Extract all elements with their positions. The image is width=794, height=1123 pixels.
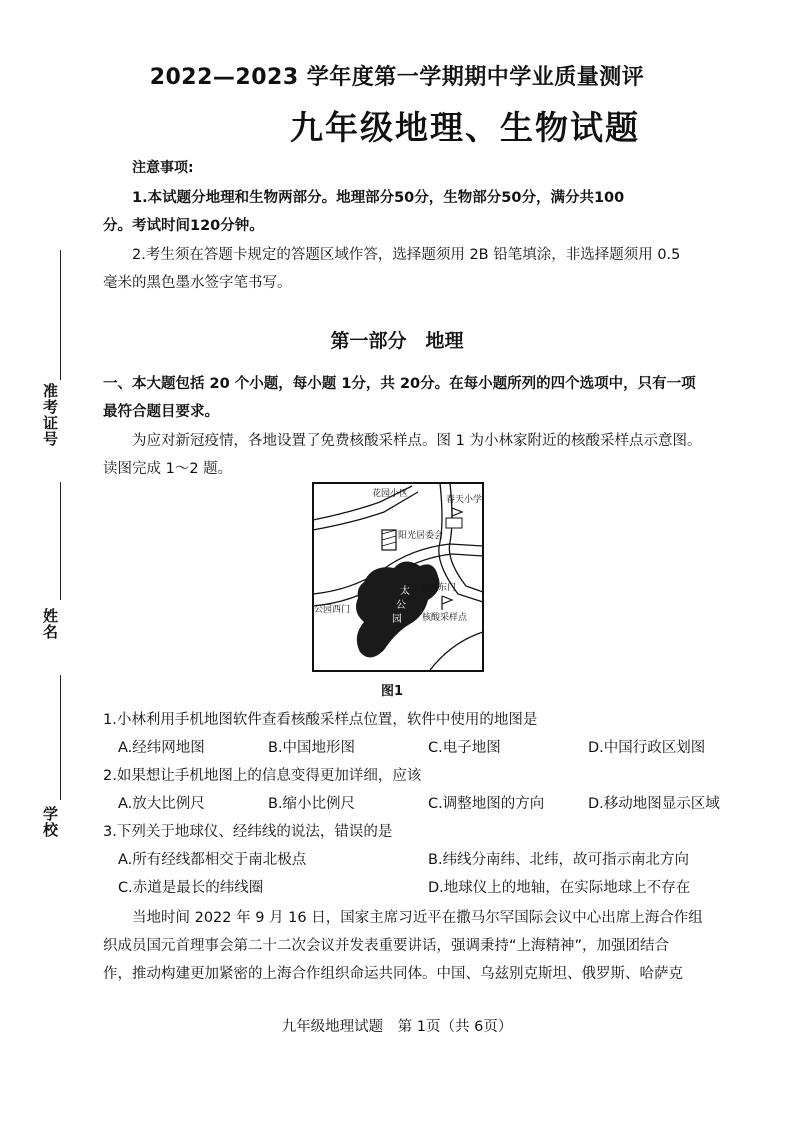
question-2-option-a: A.放大比例尺 <box>118 796 205 812</box>
map-label-park-west: 公园西门 <box>314 605 351 615</box>
binding-line-top <box>60 250 61 380</box>
binding-line-middle <box>60 482 61 600</box>
notice-item-1-line-1: 1.本试题分地理和生物两部分。地理部分50分，生物部分50分，满分共100 <box>132 190 625 206</box>
map-label-school: 春天小学 <box>446 495 483 505</box>
notice-heading: 注意事项: <box>132 160 194 176</box>
section-instruction-line-1: 一、本大题包括 20 个小题，每小题 1分，共 20分。在每小题所列的四个选项中，只有一项 <box>103 376 696 392</box>
question-2-option-b: B.缩小比例尺 <box>268 796 356 812</box>
map-label-park-east: 公园东门 <box>420 583 457 593</box>
map-label-park-name-1: 太 <box>400 586 410 597</box>
intro-line-1: 为应对新冠疫情，各地设置了免费核酸采样点。图 1 为小林家附近的核酸采样点示意图。 <box>132 433 702 449</box>
figure-caption: 图1 <box>381 684 404 699</box>
map-label-garden: 花园小区 <box>372 489 409 499</box>
name-label: 姓名 <box>41 608 59 640</box>
notice-item-2-line-2: 毫米的黑色墨水签字笔书写。 <box>103 275 292 291</box>
question-3-option-d: D.地球仪上的地轴，在实际地球上不存在 <box>428 880 691 896</box>
question-2-stem: 2.如果想让手机地图上的信息变得更加详细，应该 <box>103 768 422 784</box>
exam-number-label: 准考证号 <box>41 383 59 447</box>
exam-title: 2022—2023 学年度第一学期期中学业质量测评 <box>149 65 645 90</box>
map-label-park-name-3: 园 <box>392 614 402 625</box>
map-label-park-name-2: 公 <box>396 600 406 611</box>
map-label-committee: 阳光居委会 <box>398 531 444 541</box>
section-instruction-line-2: 最符合题目要求。 <box>103 404 219 420</box>
notice-item-2-line-1: 2.考生须在答题卡规定的答题区域作答，选择题须用 2B 铅笔填涂，非选择题须用 0.5 <box>132 247 681 263</box>
question-3-stem: 3.下列关于地球仪、经纬线的说法，错误的是 <box>103 824 393 840</box>
notice-item-1-line-2: 分。考试时间120分钟。 <box>103 218 264 234</box>
question-2-option-c: C.调整地图的方向 <box>428 796 545 812</box>
question-1-option-b: B.中国地形图 <box>268 740 356 756</box>
question-3-option-a: A.所有经线都相交于南北极点 <box>118 852 307 868</box>
school-building-icon <box>446 518 462 528</box>
passage-line-2: 织成员国元首理事会第二十二次会议并发表重要讲话，强调秉持“上海精神”，加强团结合 <box>103 938 670 954</box>
question-3-option-c: C.赤道是最长的纬线圈 <box>118 880 264 896</box>
binding-line-bottom <box>60 675 61 800</box>
map-label-sampling: 核酸采样点 <box>422 613 468 623</box>
section-title: 第一部分 地理 <box>330 330 464 352</box>
question-3-option-b: B.纬线分南纬、北纬，故可指示南北方向 <box>428 852 690 868</box>
question-1-option-a: A.经纬网地图 <box>118 740 205 756</box>
intro-line-2: 读图完成 1～2 题。 <box>103 461 233 477</box>
question-1-stem: 1.小林利用手机地图软件查看核酸采样点位置，软件中使用的地图是 <box>103 712 538 728</box>
question-1-option-c: C.电子地图 <box>428 740 501 756</box>
question-2-option-d: D.移动地图显示区域 <box>588 796 720 812</box>
passage-line-3: 作，推动构建更加紧密的上海合作组织命运共同体。中国、乌兹别克斯坦、俄罗斯、哈萨克 <box>103 966 683 982</box>
figure-1-map <box>312 482 484 672</box>
passage-line-1: 当地时间 2022 年 9 月 16 日，国家主席习近平在撒马尔罕国际会议中心出席上海合作组 <box>132 910 703 926</box>
question-1-option-d: D.中国行政区划图 <box>588 740 706 756</box>
school-label: 学校 <box>41 806 59 838</box>
exam-subtitle: 九年级地理、生物试题 <box>290 108 640 147</box>
page-footer: 九年级地理试题 第 1页（共 6页） <box>281 1019 513 1035</box>
